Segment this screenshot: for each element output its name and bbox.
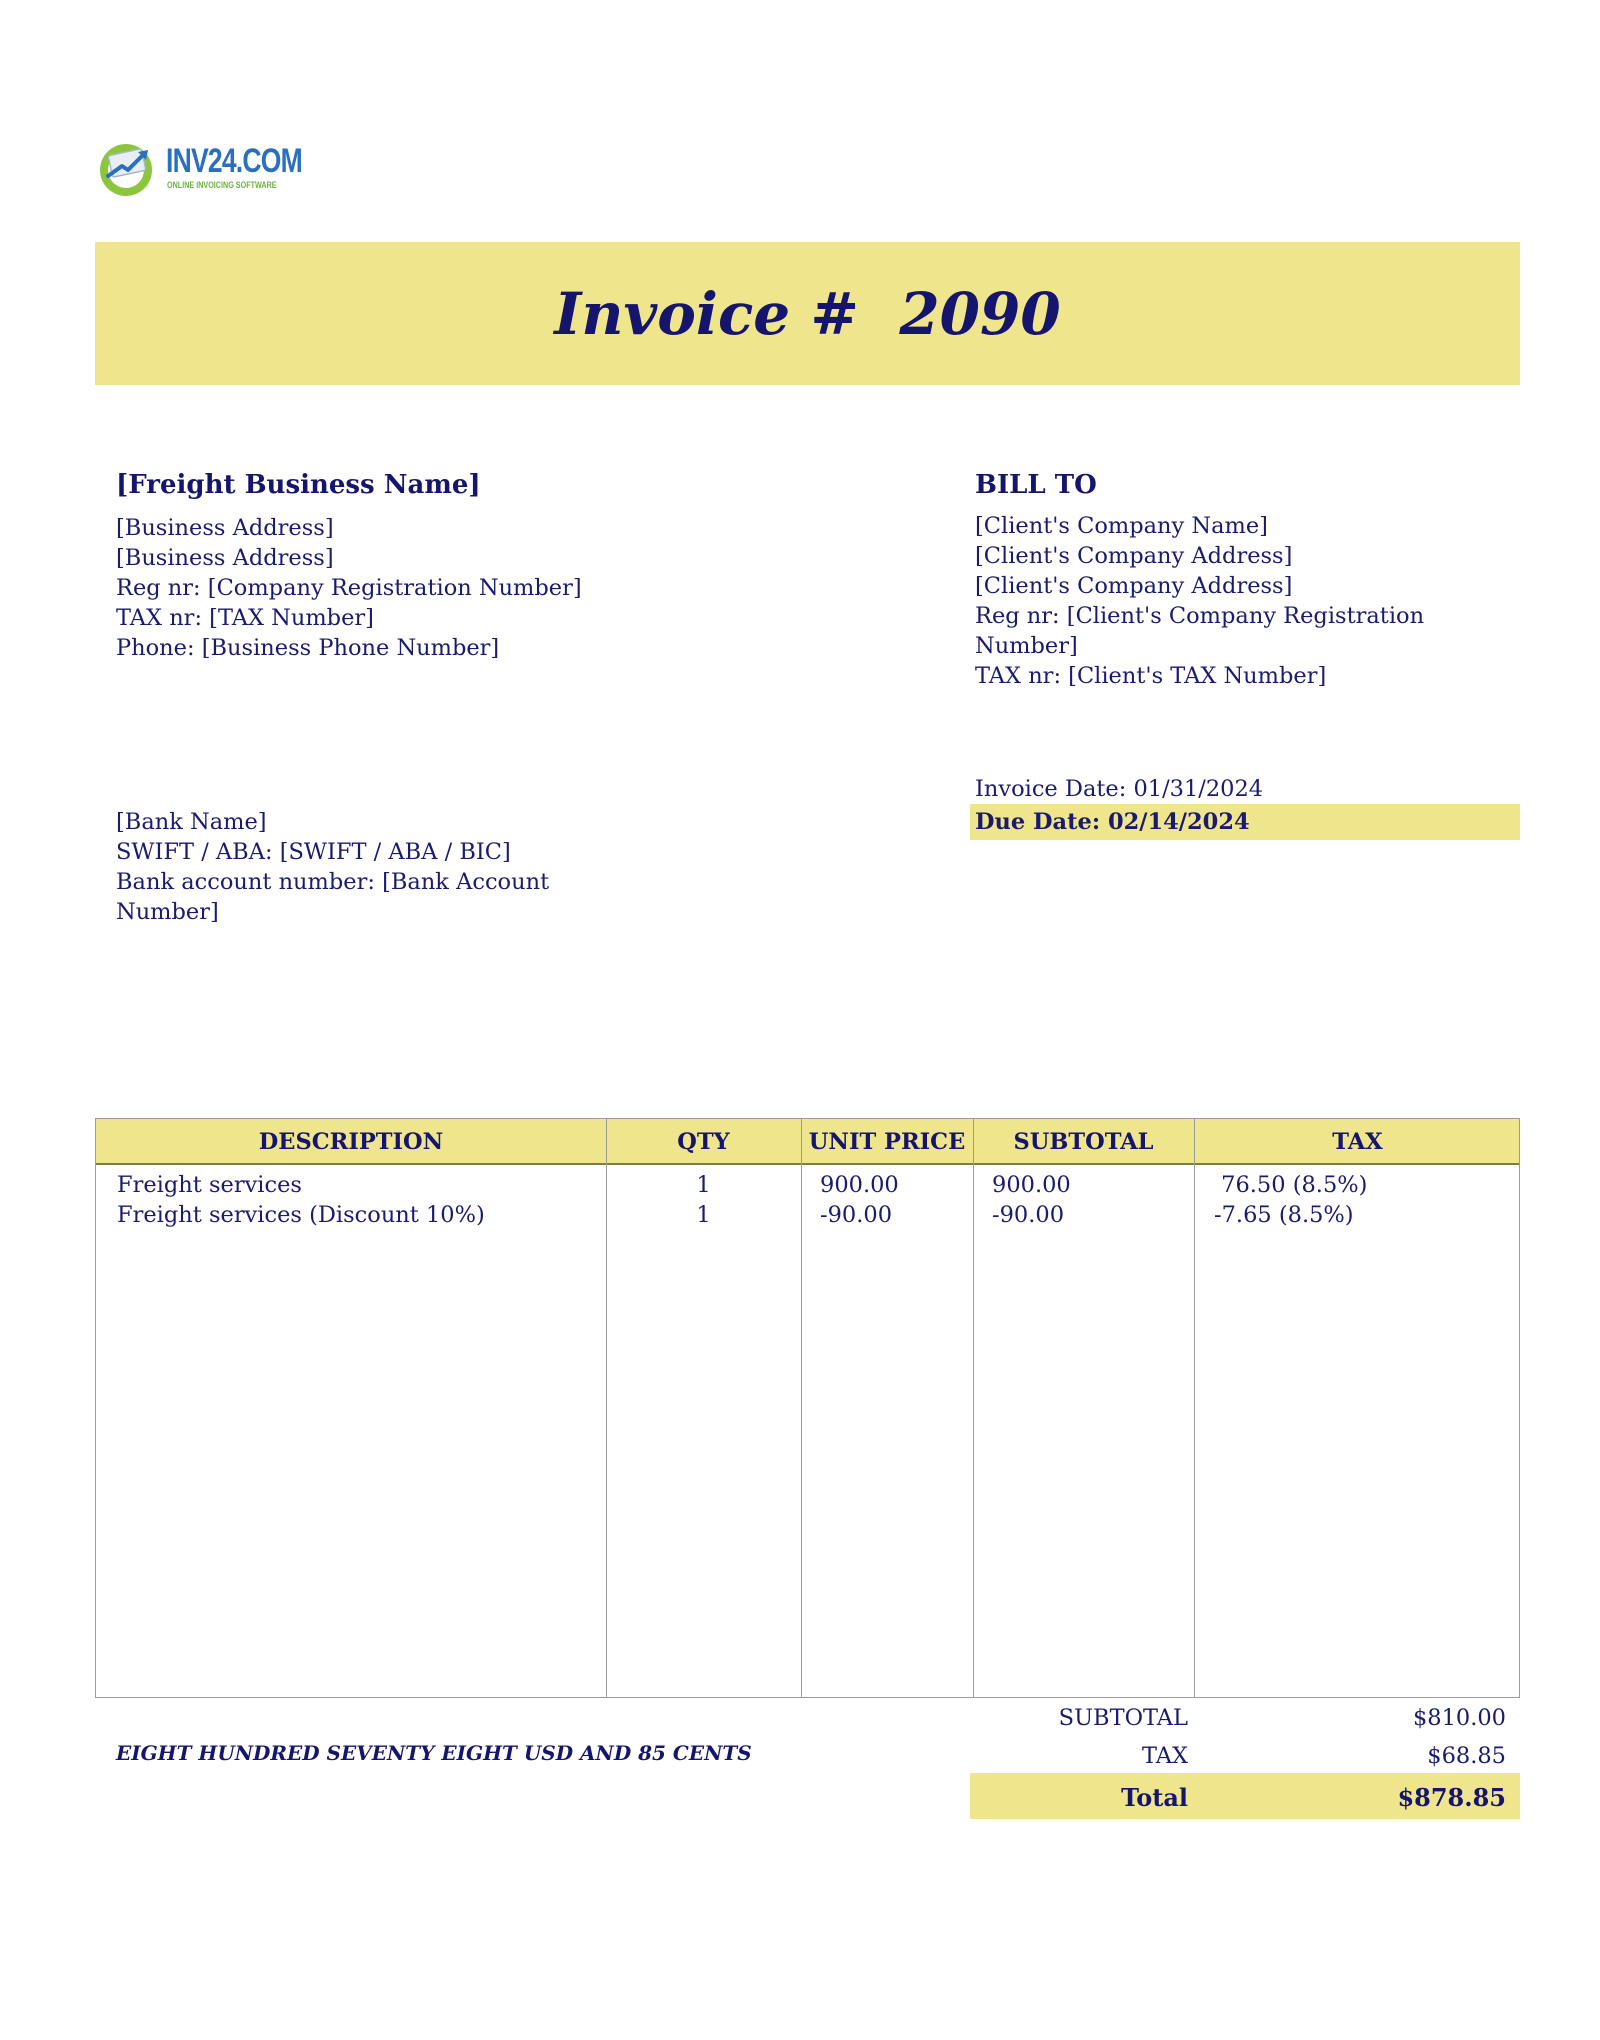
seller-address-line: [Business Address] [116,545,334,571]
invoice-date: Invoice Date: 01/31/2024 [975,776,1264,802]
tax-total-label: TAX [1141,1743,1188,1769]
title-band [95,242,1520,385]
header-subtotal: SUBTOTAL [1013,1129,1154,1155]
subtotal-value: $810.00 [1412,1705,1506,1731]
client-tax-number: TAX nr: [Client's TAX Number] [975,663,1327,689]
amount-in-words: EIGHT HUNDRED SEVENTY EIGHT USD AND 85 CENTS [116,1741,752,1765]
row-2-tax: -7.65 (8.5%) [1214,1202,1354,1228]
logo-icon [96,136,160,198]
bank-name: [Bank Name] [116,809,267,835]
header-tax: TAX [1332,1129,1383,1155]
grand-total-label: Total [1121,1783,1188,1812]
row-1-subtotal: 900.00 [992,1172,1071,1198]
bank-account-number: Bank account number: [Bank Account [116,869,550,895]
due-date: Due Date: 02/14/2024 [975,809,1250,835]
seller-details [116,513,582,663]
tax-total-value: $68.85 [1427,1743,1506,1769]
bank-account-number-cont: Number] [116,899,219,925]
column-divider [973,1119,974,1697]
row-1-description: Freight services [117,1172,302,1198]
logo-name: INV24.COM [166,142,302,180]
invoice-date-block [975,774,1263,804]
column-divider [801,1119,802,1697]
bill-to-heading: BILL TO [975,470,1097,500]
header-qty: QTY [677,1129,730,1155]
header-unit-price: UNIT PRICE [808,1129,966,1155]
column-divider [1194,1119,1195,1697]
client-address-line: [Client's Company Address] [975,543,1293,569]
seller-name: [Freight Business Name] [116,470,481,500]
seller-reg-number: Reg nr: [Company Registration Number] [116,575,582,601]
row-2-qty: 1 [696,1202,711,1228]
row-1-qty: 1 [696,1172,711,1198]
bank-details [116,807,549,927]
logo-tagline: ONLINE INVOICING SOFTWARE [167,180,277,190]
row-1-unit-price: 900.00 [820,1172,899,1198]
bill-to-details [975,511,1424,691]
invoice-title: Invoice # 2090 [554,280,1061,348]
client-company-name: [Client's Company Name] [975,513,1268,539]
row-2-description: Freight services (Discount 10%) [117,1202,485,1228]
row-1-tax: 76.50 (8.5%) [1214,1172,1368,1198]
row-2-unit-price: -90.00 [820,1202,893,1228]
line-items-table [95,1118,1520,1698]
client-reg-number: Reg nr: [Client's Company Registration [975,603,1425,629]
client-address-line: [Client's Company Address] [975,573,1293,599]
subtotal-label: SUBTOTAL [1058,1705,1188,1731]
header-description: DESCRIPTION [258,1129,444,1155]
seller-phone: Phone: [Business Phone Number] [116,635,500,661]
seller-tax-number: TAX nr: [TAX Number] [116,605,374,631]
row-2-subtotal: -90.00 [992,1202,1065,1228]
bank-swift: SWIFT / ABA: [SWIFT / ABA / BIC] [116,839,511,865]
seller-address-line: [Business Address] [116,515,334,541]
company-logo [96,136,306,198]
grand-total-value: $878.85 [1397,1783,1506,1812]
client-reg-number-cont: Number] [975,633,1078,659]
